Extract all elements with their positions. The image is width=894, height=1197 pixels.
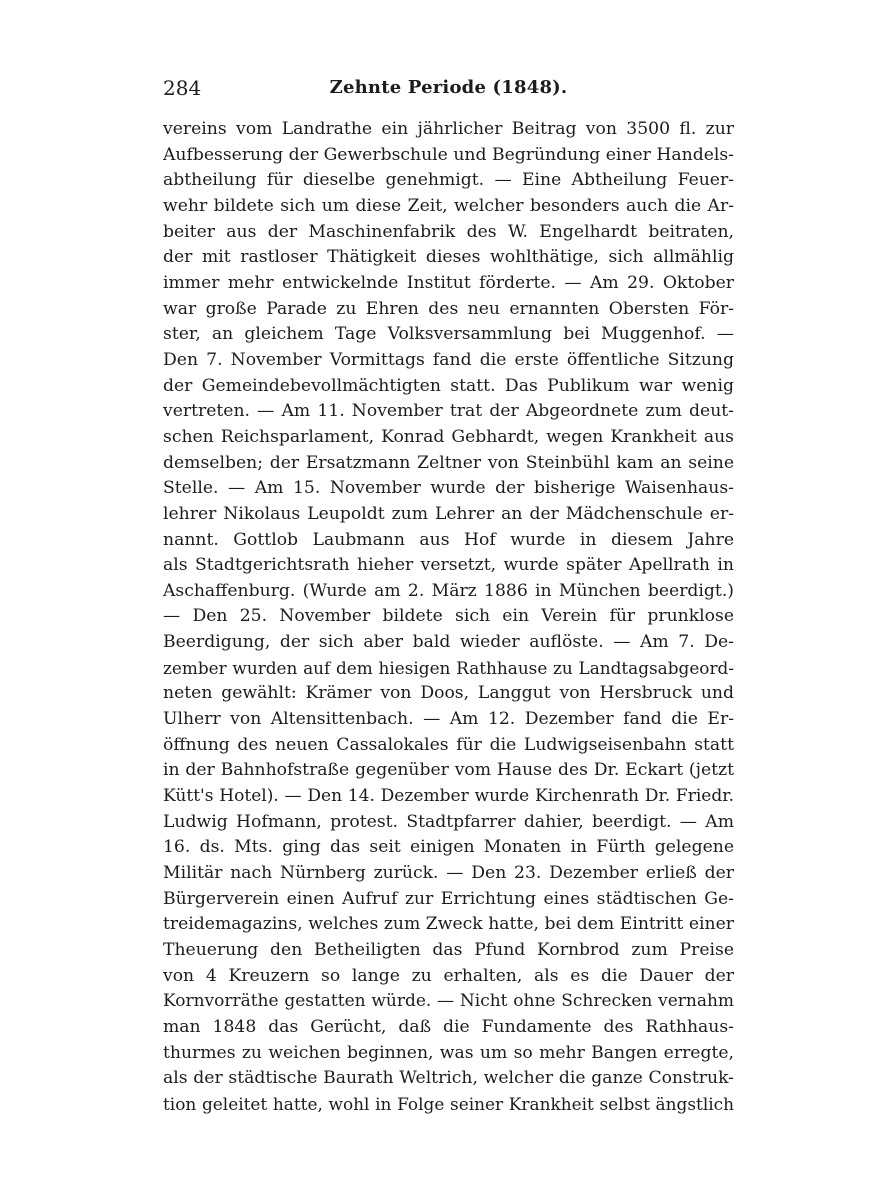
text-line: Stelle. — Am 15. November wurde der bisherige Waisenhaus- — [163, 478, 734, 499]
text-line: Den 7. November Vormittags fand die erste öffentliche Sitzung — [163, 349, 734, 370]
text-line: Aschaffenburg. (Wurde am 2. März 1886 in München beerdigt.) — [163, 580, 734, 601]
text-line: Ludwig Hofmann, protest. Stadtpfarrer dahier, beerdigt. — Am — [163, 811, 734, 832]
text-line: in der Bahnhofstraße gegenüber vom Hause des Dr. Eckart (jetzt — [163, 760, 734, 781]
text-line: abtheilung für dieselbe genehmigt. — Eine Abtheilung Feuer- — [163, 170, 734, 191]
text-line: 16. ds. Mts. ging das seit einigen Monaten in Fürth gelegene — [163, 837, 734, 858]
text-line: Beerdigung, der sich aber bald wieder auflöste. — Am 7. De- — [163, 632, 734, 653]
text-line: Ulherr von Altensittenbach. — Am 12. Dezember fand die Er- — [163, 709, 734, 730]
text-line: ster, an gleichem Tage Volksversammlung bei Muggenhof. — — [163, 324, 734, 345]
text-line: immer mehr entwickelnde Institut förderte. — Am 29. Oktober — [163, 272, 734, 293]
text-line: nannt. Gottlob Laubmann aus Hof wurde in diesem Jahre — [163, 529, 734, 550]
page-header — [163, 72, 734, 104]
text-line: Militär nach Nürnberg zurück. — Den 23. Dezember erließ der — [163, 863, 734, 884]
text-line: öffnung des neuen Cassalokales für die Ludwigseisenbahn statt — [163, 734, 734, 755]
text-line: Aufbesserung der Gewerbschule und Begründung einer Handels- — [163, 144, 734, 165]
text-line: demselben; der Ersatzmann Zeltner von Steinbühl kam an seine — [163, 452, 734, 473]
text-line: der Gemeindebevollmächtigten statt. Das Publikum war wenig — [163, 375, 734, 396]
text-line: neten gewählt: Krämer von Doos, Langgut von Hersbruck und — [163, 683, 734, 704]
text-line: vertreten. — Am 11. November trat der Abgeordnete zum deut- — [163, 401, 734, 422]
text-line: Bürgerverein einen Aufruf zur Errichtung eines städtischen Ge- — [163, 888, 734, 909]
text-line: zember wurden auf dem hiesigen Rathhause zu Landtagsabgeord- — [163, 657, 734, 678]
text-line: von 4 Kreuzern so lange zu erhalten, als es die Dauer der — [163, 965, 734, 986]
text-line: tion geleitet hatte, wohl in Folge seiner Krankheit selbst ängstlich — [163, 1093, 734, 1114]
text-line: als der städtische Baurath Weltrich, welcher die ganze Construk- — [163, 1068, 734, 1089]
text-line: der mit rastloser Thätigkeit dieses wohlthätige, sich allmählig — [163, 247, 734, 268]
text-line: thurmes zu weichen beginnen, was um so mehr Bangen erregte, — [163, 1042, 734, 1063]
text-line: treidemagazins, welches zum Zweck hatte, bei dem Eintritt einer — [163, 914, 734, 935]
text-line: schen Reichsparlament, Konrad Gebhardt, wegen Krankheit aus — [163, 426, 734, 447]
text-line: wehr bildete sich um diese Zeit, welcher besonders auch die Ar- — [163, 195, 734, 216]
running-head: Zehnte Periode (1848). — [329, 77, 568, 98]
text-line: lehrer Nikolaus Leupoldt zum Lehrer an der Mädchenschule er- — [163, 503, 734, 524]
body-text — [163, 117, 734, 1118]
text-line: man 1848 das Gerücht, daß die Fundamente des Rathhaus- — [163, 1016, 734, 1037]
text-line: — Den 25. November bildete sich ein Verein für prunklose — [163, 606, 734, 627]
text-line: Kornvorräthe gestatten würde. — Nicht ohne Schrecken vernahm — [163, 991, 734, 1012]
text-line: Theuerung den Betheiligten das Pfund Kornbrod zum Preise — [163, 940, 734, 960]
text-line: als Stadtgerichtsrath hieher versetzt, wurde später Apellrath in — [163, 555, 734, 576]
text-line: war große Parade zu Ehren des neu ernannten Obersten För- — [163, 298, 734, 319]
text-line: vereins vom Landrathe ein jährlicher Beitrag von 3500 fl. zur — [163, 119, 734, 139]
page-number: 284 — [163, 76, 202, 100]
text-line: Kütt's Hotel). — Den 14. Dezember wurde Kirchenrath Dr. Friedr. — [163, 786, 734, 807]
text-line: beiter aus der Maschinenfabrik des W. Engelhardt beitraten, — [163, 221, 734, 242]
